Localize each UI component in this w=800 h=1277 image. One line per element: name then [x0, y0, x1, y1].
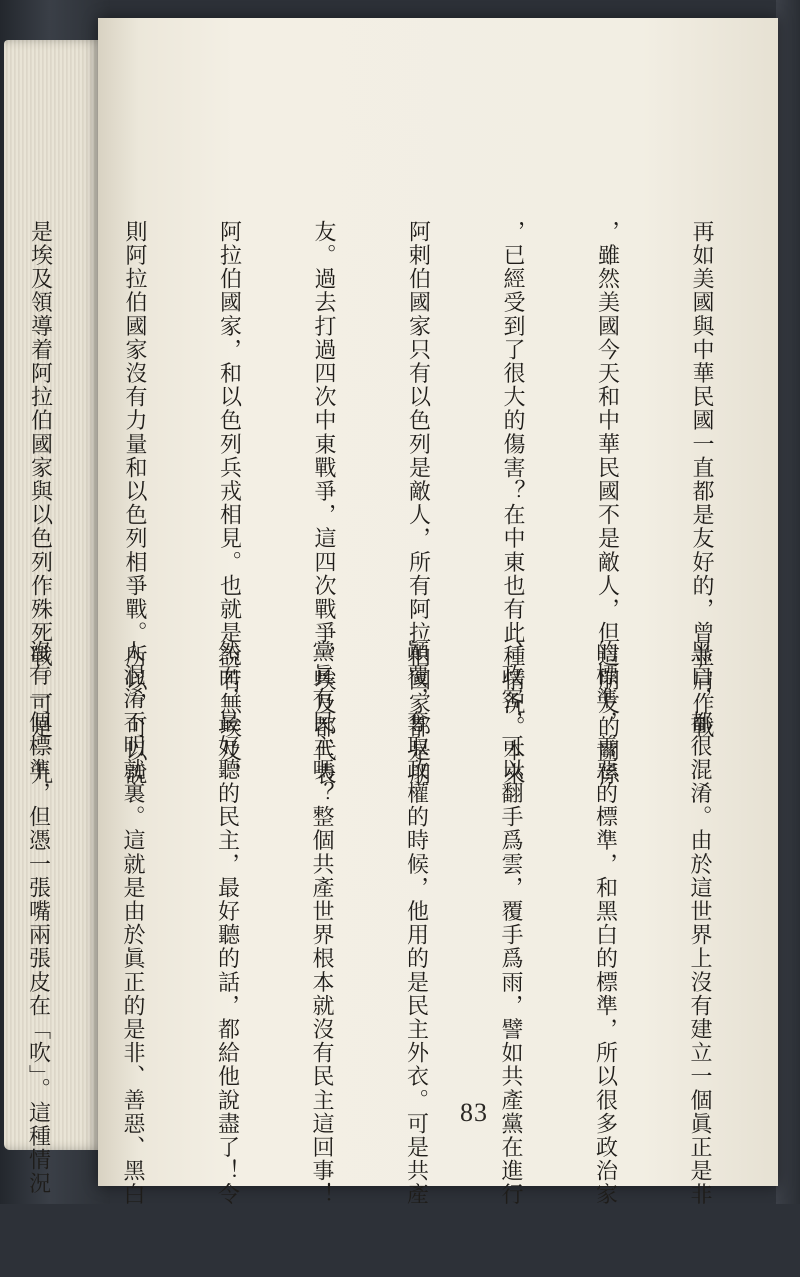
text-column: ，雖然美國今天和中華民國不是敵人，但這朋友的關係 [594, 220, 620, 787]
text-column: 友。過去打過四次中東戰爭，這四次戰爭，埃及都代表 [311, 220, 336, 787]
text-column: 再如美國與中華民國一直都是友好的，曾並肩作戰 [689, 220, 714, 740]
text-column: 人混淆不明就裏。這就是由於眞正的是非、善惡、黑白 [120, 640, 145, 1207]
text-column: 阿剌伯國家只有以色列是敵人，所有阿拉伯國家都是朋 [405, 220, 431, 787]
upper-text-block [27, 220, 780, 787]
text-column: 顚覆，奪取政權的時候，他用的是民主外衣。可是共產 [403, 640, 429, 1207]
text-column: ，已經受到了很大的傷害？在中東也有此種情況。本來 [500, 220, 525, 787]
text-column: 則阿拉伯國家沒有力量和以色列相爭戰。所以，可以說 [122, 220, 147, 787]
page-number: 83 [460, 1098, 488, 1127]
text-column: 的標準，善惡的標準，和黑白的標準，所以很多政治家 [592, 640, 618, 1207]
text-column: 阿拉伯國家，和以色列兵戎相見。也就是說若無埃及， [216, 220, 242, 787]
text-column: 沒有一個標準，但憑一張嘴兩張皮在「吹」。這種情況 [25, 640, 51, 1196]
text-column: 黨眞有民主嗎？整個共產世界根本就沒有民主這回事！ [309, 640, 334, 1207]
text-column: 是埃及領導着阿拉伯國家與以色列作殊死戰。可是一九 [27, 220, 53, 787]
text-column: 然而，最好聽的民主，最好聽的話，都給他說盡了！令 [214, 640, 240, 1207]
text-column: 黑白，都很混淆。由於這世界上沒有建立一個眞正是非 [687, 640, 712, 1207]
text-column: 、政客，可以翻手爲雲，覆手爲雨，譬如共產黨在進行 [498, 640, 523, 1207]
